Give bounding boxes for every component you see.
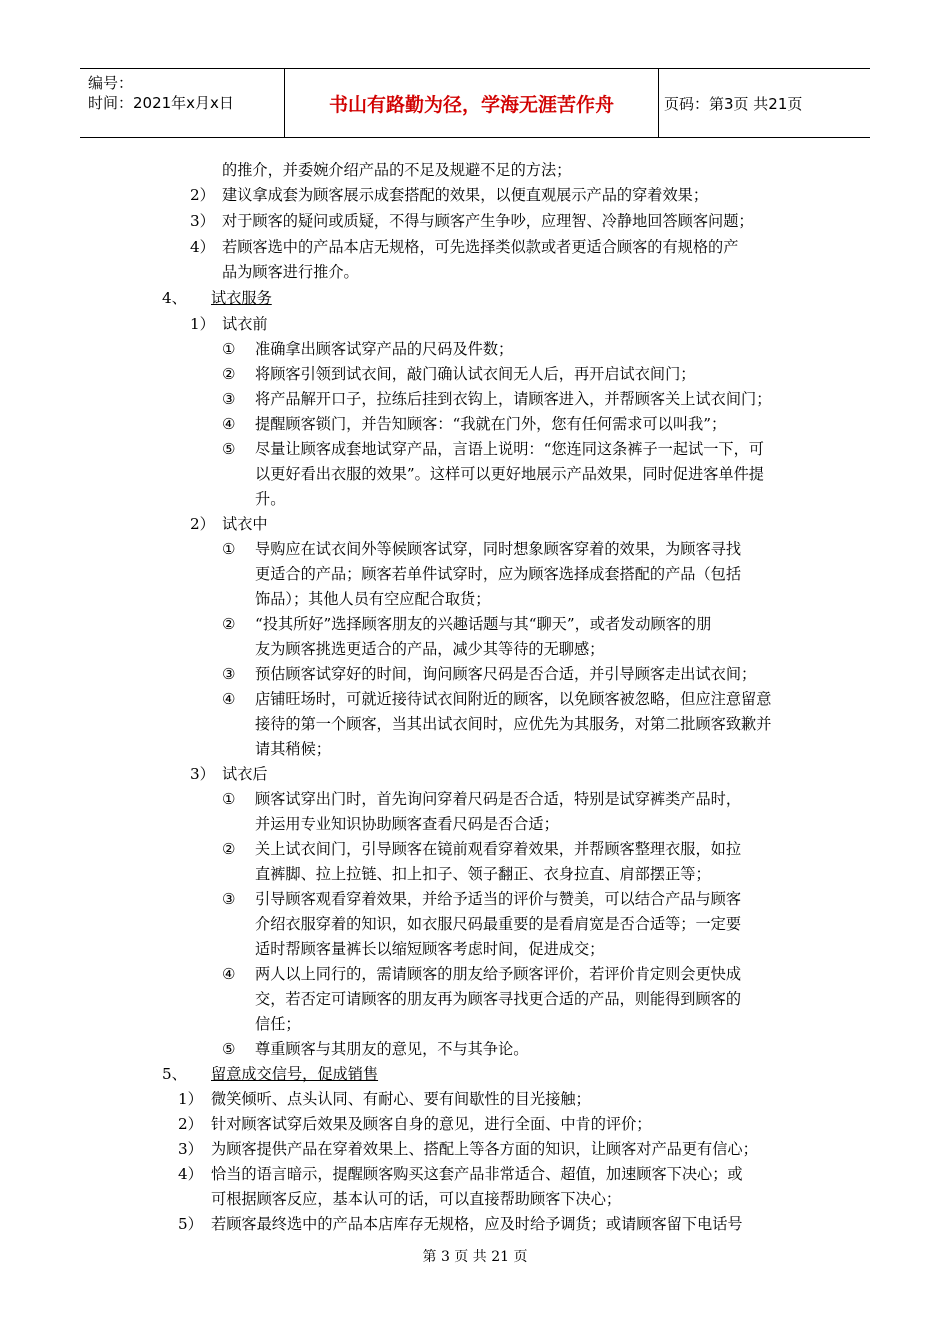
body-line: 为顾客提供产品在穿着效果上、搭配上等各方面的知识，让顾客对产品更有信心；: [211, 1140, 758, 1158]
body-line: 尽量让顾客成套地试穿产品，言语上说明：“您连同这条裤子一起试一下，可: [255, 440, 764, 458]
body-line: 准确拿出顾客试穿产品的尺码及件数；: [255, 340, 514, 358]
circled-number: ③: [222, 890, 236, 908]
code-label: 编号：: [88, 74, 134, 92]
body-line: 将产品解开口子，拉练后挂到衣钩上，请顾客进入，并帮顾客关上试衣间门；: [255, 390, 772, 408]
body-line: 交，若否定可请顾客的朋友再为顾客寻找更合适的产品，则能得到顾客的: [255, 990, 741, 1008]
subsection-heading: 试衣中: [222, 515, 268, 533]
section-heading: 试衣服务: [211, 289, 272, 307]
page-footer: 第 3 页 共 21 页: [422, 1249, 528, 1265]
body-line: 预估顾客试穿好的时间，询问顾客尺码是否合适，并引导顾客走出试衣间；: [255, 665, 757, 683]
list-number: 1）: [178, 1090, 203, 1108]
list-number: 3）: [178, 1140, 203, 1158]
body-line: 微笑倾听、点头认同、有耐心、要有间歇性的目光接触；: [211, 1090, 591, 1108]
list-number: 5）: [178, 1215, 203, 1233]
subsection-heading: 试衣前: [222, 315, 268, 333]
subsection-heading: 试衣后: [222, 765, 268, 783]
body-line: 升。: [255, 490, 286, 508]
header-divider: [658, 69, 659, 137]
header-motto: 书山有路勤为径，学海无涯苦作舟: [328, 93, 614, 116]
body-line: 顾客试穿出门时，首先询问穿着尺码是否合适，特别是试穿裤类产品时，: [255, 790, 741, 808]
body-line: 提醒顾客锁门，并告知顾客：“我就在门外，您有任何需求可以叫我”；: [255, 415, 727, 433]
list-number: 1）: [190, 315, 215, 333]
body-line: 信任；: [255, 1015, 301, 1033]
body-line: 导购应在试衣间外等候顾客试穿，同时想象顾客穿着的效果，为顾客寻找: [255, 540, 741, 558]
body-line: 店铺旺场时，可就近接待试衣间附近的顾客，以免顾客被忽略，但应注意留意: [255, 690, 772, 708]
header-page-label: 页码：第3页 共21页: [664, 94, 803, 113]
circled-number: ②: [222, 840, 236, 858]
body-line: 并运用专业知识协助顾客查看尺码是否合适；: [255, 815, 559, 833]
circled-number: ②: [222, 365, 236, 383]
body-line: 若顾客最终选中的产品本店库存无规格，应及时给予调货；或请顾客留下电话号: [211, 1215, 743, 1233]
circled-number: ①: [222, 340, 236, 358]
body-line: 引导顾客观看穿着效果，并给予适当的评价与赞美，可以结合产品与顾客: [255, 890, 741, 908]
list-number: 4）: [190, 238, 215, 256]
circled-number: ③: [222, 390, 236, 408]
body-line: 饰品）；其他人员有空应配合取货；: [255, 590, 491, 608]
body-line: 将顾客引领到试衣间，敲门确认试衣间无人后，再开启试衣间门；: [255, 365, 696, 383]
body-line: 适时帮顾客量裤长以缩短顾客考虑时间，促进成交；: [255, 940, 605, 958]
body-line: “投其所好”选择顾客朋友的兴趣话题与其“聊天”，或者发动顾客的朋: [255, 615, 712, 633]
body-line: 两人以上同行的，需请顾客的朋友给予顾客评价，若评价肯定则会更快成: [255, 965, 741, 983]
list-number: 2）: [190, 186, 215, 204]
circled-number: ⑤: [222, 1040, 236, 1058]
circled-number: ④: [222, 965, 236, 983]
body-line: 关上试衣间门，引导顾客在镜前观看穿着效果，并帮顾客整理衣服，如拉: [255, 840, 741, 858]
body-line: 以更好看出衣服的效果”。这样可以更好地展示产品效果，同时促进客单件提: [255, 465, 764, 483]
body-line: 可根据顾客反应，基本认可的话，可以直接帮助顾客下决心；: [211, 1190, 622, 1208]
circled-number: ⑤: [222, 440, 236, 458]
header-meta: [88, 73, 278, 113]
section-number: 4、: [162, 289, 187, 307]
list-number: 2）: [190, 515, 215, 533]
circled-number: ④: [222, 690, 236, 708]
section-number: 5、: [162, 1065, 187, 1083]
body-line: 对于顾客的疑问或质疑，不得与顾客产生争吵，应理智、冷静地回答顾客问题；: [222, 212, 754, 230]
list-number: 3）: [190, 765, 215, 783]
list-number: 4）: [178, 1165, 203, 1183]
circled-number: ④: [222, 415, 236, 433]
list-number: 3）: [190, 212, 215, 230]
body-line: 介绍衣服穿着的知识，如衣服尺码最重要的是看肩宽是否合适等；一定要: [255, 915, 741, 933]
body-line: 针对顾客试穿后效果及顾客自身的意见，进行全面、中肯的评价；: [211, 1115, 652, 1133]
body-line: 接待的第一个顾客，当其出试衣间时，应优先为其服务，对第二批顾客致歉并: [255, 715, 772, 733]
body-line: 若顾客选中的产品本店无规格，可先选择类似款或者更适合顾客的有规格的产: [222, 238, 739, 256]
list-number: 2）: [178, 1115, 203, 1133]
section-heading: 留意成交信号，促成销售: [211, 1065, 379, 1083]
circled-number: ①: [222, 790, 236, 808]
body-line: 友为顾客挑选更适合的产品，减少其等待的无聊感；: [255, 640, 605, 658]
body-line: 请其稍候；: [255, 740, 331, 758]
body-line: 更适合的产品；顾客若单件试穿时，应为顾客选择成套搭配的产品（包括: [255, 565, 741, 583]
date-label: 时间：2021年x月x日: [88, 94, 234, 112]
document-header: [80, 68, 870, 138]
body-line: 尊重顾客与其朋友的意见，不与其争论。: [255, 1040, 529, 1058]
circled-number: ③: [222, 665, 236, 683]
body-line: 恰当的语言暗示，提醒顾客购买这套产品非常适合、超值，加速顾客下决心；或: [211, 1165, 743, 1183]
body-line: 的推介，并委婉介绍产品的不足及规避不足的方法；: [222, 161, 572, 179]
body-line: 建议拿成套为顾客展示成套搭配的效果，以便直观展示产品的穿着效果；: [222, 186, 708, 204]
circled-number: ②: [222, 615, 236, 633]
circled-number: ①: [222, 540, 236, 558]
body-line: 直裤脚、拉上拉链、扣上扣子、领子翻正、衣身拉直、肩部摆正等；: [255, 865, 711, 883]
body-line: 品为顾客进行推介。: [222, 263, 359, 281]
